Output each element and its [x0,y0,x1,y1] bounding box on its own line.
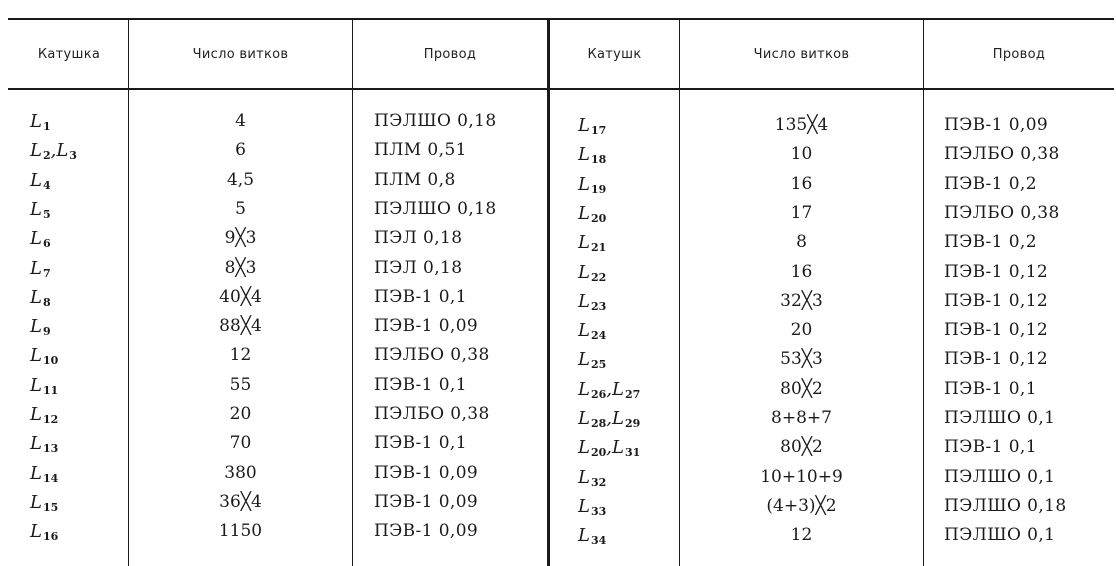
coil-label [30,430,128,456]
coil-label [578,288,678,314]
coil-letter: L [30,520,42,542]
coil-letter: L [30,286,42,308]
coil-label [30,284,128,310]
turns-value: 20 [229,404,252,424]
coil-letter: L [578,114,590,136]
turns-value: 55 [229,375,252,395]
turns-value: 380 [224,463,257,483]
header-wire-right: Провод [992,46,1046,62]
wire-value: ПЭВ-1 0,12 [944,349,1049,369]
wire-value: ПЭЛШО 0,1 [944,408,1056,428]
coil-index: 10 [42,353,59,367]
wire-value: ПЭВ-1 0,1 [944,437,1037,457]
wire-value: ПЭЛБО 0,38 [944,203,1060,223]
coil-letter: L [578,407,590,429]
coil-index: 18 [590,152,607,166]
turns-value: 80╳2 [780,379,823,399]
turns-value: 70 [229,433,252,453]
coil-index: 7 [42,266,51,280]
header-coil-left: Катушка [37,46,101,62]
wire-value: ПЭВ-1 0,1 [374,433,467,453]
coil-letter: L [612,407,624,429]
wire-value: ПЭВ-1 0,12 [944,320,1049,340]
wire-value: ПЭВ-1 0,09 [374,463,479,483]
coil-letter: L [578,348,590,370]
coil-letter: L [578,466,590,488]
coil-label [578,141,678,167]
coil-label [30,313,128,339]
turns-value: 88╳4 [219,316,262,336]
coil-label [30,255,128,281]
coil-index: 21 [590,240,607,254]
turns-value: 8╳3 [224,258,257,278]
coil-letter: L [578,231,590,253]
coil-index: 23 [590,299,607,313]
wire-value: ПЭВ-1 0,12 [944,291,1049,311]
coil-index: 8 [42,295,51,309]
coil-label [578,434,678,460]
coil-label [578,464,678,490]
coil-index: 31 [624,445,641,459]
turns-value: (4+3)╳2 [766,496,837,516]
coil-letter: L [30,198,42,220]
coil-index: 33 [590,504,607,518]
turns-value: 8 [796,232,807,252]
wire-value: ПЭВ-1 0,09 [374,521,479,541]
coil-index: 32 [590,475,607,489]
wire-value: ПЭЛШО 0,18 [944,496,1067,516]
coil-index: 20 [590,211,607,225]
coil-label [578,171,678,197]
header-rule [8,88,1114,90]
coil-label [30,518,128,544]
coil-letter: L [612,378,624,400]
coil-label [30,225,128,251]
column-divider [352,20,353,566]
coil-label [578,229,678,255]
wire-value: ПЭВ-1 0,1 [374,287,467,307]
wire-value: ПЭЛШО 0,1 [944,467,1056,487]
coil-separator: , [606,407,612,429]
coil-label [30,401,128,427]
coil-letter: L [578,378,590,400]
coil-label [578,493,678,519]
coil-label [30,167,128,193]
wire-value: ПЭЛШО 0,18 [374,111,497,131]
coil-letter: L [30,344,42,366]
wire-value: ПЭВ-1 0,2 [944,174,1037,194]
coil-letter: L [578,290,590,312]
turns-value: 17 [790,203,813,223]
turns-value: 8+8+7 [771,408,832,428]
coil-index: 3 [69,148,77,162]
coil-label [578,317,678,343]
turns-value: 10 [790,144,813,164]
coil-label [30,372,128,398]
coil-index: 12 [42,412,59,426]
turns-value: 40╳4 [219,287,262,307]
coil-index: 4 [42,178,51,192]
coil-letter: L [612,436,624,458]
coil-label [578,200,678,226]
coil-label [578,405,678,431]
coil-index: 16 [42,529,59,543]
coil-index: 28 [590,416,607,430]
coil-index: 34 [590,533,607,547]
coil-index: 11 [42,383,59,397]
coil-index: 22 [590,270,607,284]
wire-value: ПЭВ-1 0,09 [374,492,479,512]
coil-letter: L [30,374,42,396]
coil-index: 24 [590,328,607,342]
wire-value: ПЛМ 0,8 [374,170,456,190]
coil-index: 19 [590,182,607,196]
wire-value: ПЭВ-1 0,12 [944,262,1049,282]
wire-value: ПЭЛБО 0,38 [944,144,1060,164]
wire-value: ПЭЛ 0,18 [374,258,463,278]
coil-index: 26 [590,387,607,401]
coil-index: 1 [42,119,51,133]
coil-label [578,376,678,402]
wire-value: ПЭВ-1 0,09 [374,316,479,336]
coil-index: 20 [590,445,607,459]
turns-value: 20 [790,320,813,340]
coil-index: 29 [624,416,641,430]
turns-value: 12 [790,525,813,545]
coil-letter: L [578,524,590,546]
turns-value: 36╳4 [219,492,262,512]
wire-value: ПЭЛБО 0,38 [374,345,490,365]
coil-index: 15 [42,500,59,514]
coil-letter: L [30,257,42,279]
coil-index: 13 [42,441,59,455]
turns-value: 5 [235,199,246,219]
coil-separator: , [50,139,57,161]
coil-letter: L [578,261,590,283]
coil-separator: , [606,378,612,400]
turns-value: 16 [790,174,813,194]
coil-label [30,196,128,222]
coil-letter: L [30,432,42,454]
coil-letter: L [578,202,590,224]
turns-value: 32╳3 [780,291,823,311]
coil-letter: L [578,319,590,341]
coil-letter: L [578,143,590,165]
coil-letter: L [578,173,590,195]
header-wire-left: Провод [423,46,477,62]
wire-value: ПЭЛБО 0,38 [374,404,490,424]
coil-letter: L [30,403,42,425]
coil-letter: L [30,169,42,191]
turns-value: 4 [235,111,246,131]
turns-value: 53╳3 [780,349,823,369]
turns-value: 4,5 [226,170,255,190]
turns-value: 9╳3 [224,228,257,248]
column-divider [923,20,924,566]
wire-value: ПЭЛШО 0,1 [944,525,1056,545]
turns-value: 1150 [218,521,263,541]
turns-value: 16 [790,262,813,282]
coil-separator: , [606,436,612,458]
turns-value: 6 [235,140,246,160]
wire-value: ПЭВ-1 0,1 [944,379,1037,399]
center-divider [547,20,550,566]
coil-letter: L [578,495,590,517]
coil-label [578,346,678,372]
wire-value: ПЭВ-1 0,1 [374,375,467,395]
coil-index: 17 [590,123,607,137]
coil-letter: L [30,491,42,513]
header-turns-left: Число витков [192,46,289,62]
turns-value: 135╳4 [774,115,829,135]
coil-index: 2 [42,148,51,162]
coil-index: 27 [624,387,641,401]
coil-letter: L [30,462,42,484]
turns-value: 80╳2 [780,437,823,457]
coil-letter: L [30,110,42,132]
wire-value: ПЛМ 0,51 [374,140,467,160]
header-turns-right: Число витков [753,46,850,62]
coil-index: 9 [42,324,51,338]
turns-value: 10+10+9 [760,467,843,487]
coil-label [578,522,678,548]
coil-letter: L [30,139,42,161]
wire-value: ПЭВ-1 0,09 [944,115,1049,135]
coil-label [30,342,128,368]
turns-value: 12 [229,345,252,365]
coil-label [578,112,678,138]
wire-value: ПЭЛШО 0,18 [374,199,497,219]
coil-label [578,259,678,285]
coil-index: 14 [42,471,59,485]
header-coil-right: Катушк [587,46,642,62]
coil-letter: L [30,227,42,249]
coil-index: 25 [590,357,607,371]
coil-label [30,108,128,134]
coil-label [30,137,128,163]
coil-label [30,489,128,515]
coil-letter: L [578,436,590,458]
coil-label [30,460,128,486]
coil-index: 6 [42,236,51,250]
coil-index: 5 [42,207,51,221]
coil-letter: L [56,139,69,161]
wire-value: ПЭЛ 0,18 [374,228,463,248]
coil-letter: L [30,315,42,337]
wire-value: ПЭВ-1 0,2 [944,232,1037,252]
